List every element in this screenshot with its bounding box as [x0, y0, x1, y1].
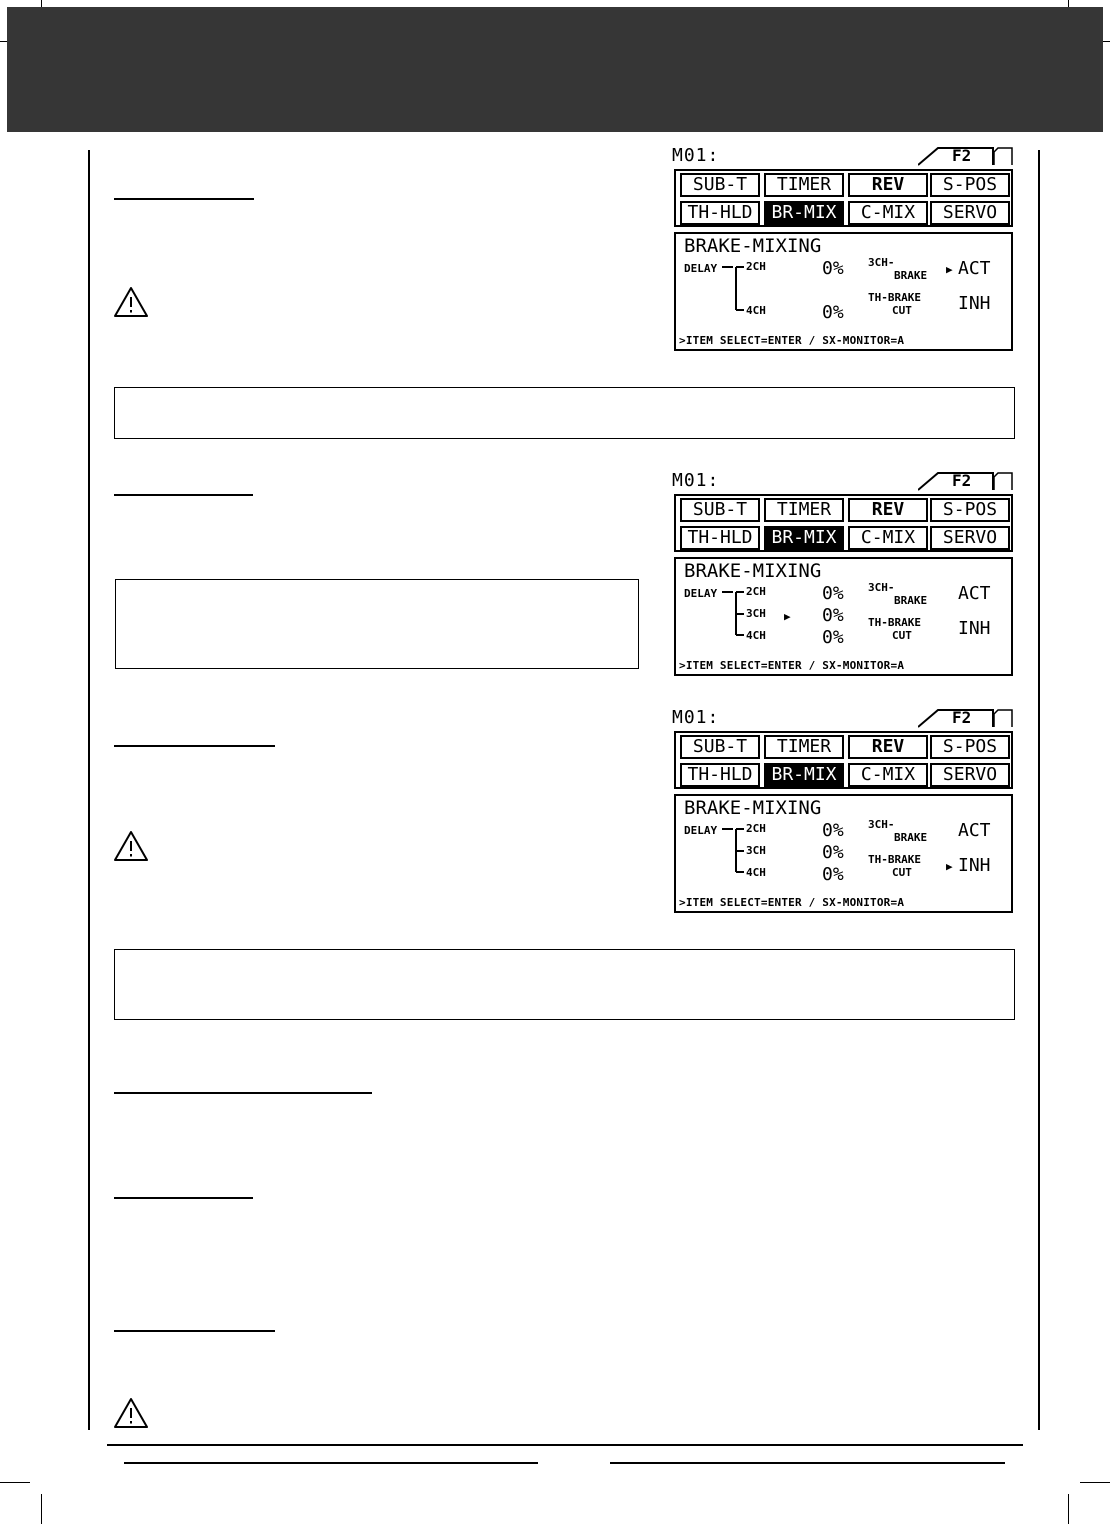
ch4-label: 4CH: [746, 304, 766, 317]
menu-cell[interactable]: TH-HLD: [680, 526, 760, 550]
function-tab-label: F2: [952, 708, 972, 727]
channel-tree-icon: [676, 796, 756, 896]
menu-cell[interactable]: SERVO: [930, 201, 1010, 225]
footer-rule: [107, 1444, 1023, 1446]
panel-title: BRAKE-MIXING: [684, 235, 822, 257]
cursor-arrow-icon: ▶: [946, 860, 953, 873]
menu-cell[interactable]: C-MIX: [848, 201, 928, 225]
lcd-footer-hint: >ITEM SELECT=ENTER / SX-MONITOR=A: [679, 896, 905, 909]
ch4-value[interactable]: 0%: [822, 864, 844, 885]
th-brake-value[interactable]: INH: [958, 618, 991, 639]
menu-cell[interactable]: SUB-T: [680, 173, 760, 197]
channel-tree-icon: [676, 559, 756, 659]
header-band: [7, 7, 1103, 132]
brake-mixing-panel: [674, 794, 1013, 913]
warning-triangle-icon: [113, 830, 149, 862]
th-brake-label: TH-BRAKE: [868, 616, 921, 629]
menu-cell[interactable]: TIMER: [764, 498, 844, 522]
lcd-footer-hint: >ITEM SELECT=ENTER / SX-MONITOR=A: [679, 659, 905, 672]
ch2-label: 2CH: [746, 260, 766, 273]
note-box: [115, 579, 639, 669]
menu-cell[interactable]: SERVO: [930, 763, 1010, 787]
ch3-brake-value[interactable]: ACT: [958, 258, 991, 279]
menu-cell[interactable]: S-POS: [930, 735, 1010, 759]
panel-title: BRAKE-MIXING: [684, 560, 822, 582]
ch3-brake-value[interactable]: ACT: [958, 583, 991, 604]
brake-mixing-panel: [674, 557, 1013, 676]
function-tab[interactable]: [918, 709, 1014, 727]
th-brake-label: CUT: [892, 629, 912, 642]
menu-cell[interactable]: REV: [848, 498, 928, 522]
ch4-label: 4CH: [746, 629, 766, 642]
menu-cell[interactable]: BR-MIX: [764, 201, 844, 225]
section-heading-underline: [114, 1330, 275, 1332]
ch3-brake-label: 3CH-: [868, 256, 895, 269]
footer-rule-left: [124, 1462, 538, 1464]
ch2-value[interactable]: 0%: [822, 820, 844, 841]
function-tab[interactable]: [918, 147, 1014, 165]
warning-triangle-icon: [113, 1397, 149, 1429]
th-brake-label: CUT: [892, 866, 912, 879]
menu-cell[interactable]: TIMER: [764, 735, 844, 759]
lcd-screen: [672, 709, 1015, 914]
note-box: [114, 949, 1015, 1020]
function-tab[interactable]: [918, 472, 1014, 490]
cursor-arrow-icon: ▶: [784, 610, 791, 623]
warning-triangle-icon: [113, 286, 149, 318]
delay-label: DELAY: [684, 587, 718, 600]
ch4-value[interactable]: 0%: [822, 302, 844, 323]
ch3-label: 3CH: [746, 607, 766, 620]
menu-cell[interactable]: BR-MIX: [764, 763, 844, 787]
menu-cell[interactable]: SUB-T: [680, 498, 760, 522]
ch3-brake-value[interactable]: ACT: [958, 820, 991, 841]
ch3-brake-label: BRAKE: [894, 594, 928, 607]
menu-cell[interactable]: C-MIX: [848, 763, 928, 787]
th-brake-value[interactable]: INH: [958, 855, 991, 876]
model-label: M01:: [672, 145, 720, 166]
ch3-brake-label: BRAKE: [894, 831, 928, 844]
ch2-label: 2CH: [746, 822, 766, 835]
ch3-value[interactable]: 0%: [822, 842, 844, 863]
menu-cell[interactable]: TIMER: [764, 173, 844, 197]
ch2-value[interactable]: 0%: [822, 583, 844, 604]
menu-cell[interactable]: TH-HLD: [680, 201, 760, 225]
channel-tree-icon: [676, 234, 756, 334]
ch3-brake-label: 3CH-: [868, 818, 895, 831]
th-brake-label: CUT: [892, 304, 912, 317]
section-heading-underline: [114, 1092, 372, 1094]
section-heading-underline: [114, 745, 275, 747]
th-brake-label: TH-BRAKE: [868, 291, 921, 304]
crop-mark: [0, 1482, 30, 1483]
delay-label: DELAY: [684, 262, 718, 275]
ch2-value[interactable]: 0%: [822, 258, 844, 279]
brake-mixing-panel: [674, 232, 1013, 351]
cursor-arrow-icon: ▶: [946, 263, 953, 276]
right-margin-rule: [1038, 150, 1040, 1430]
lcd-screen: [672, 472, 1015, 677]
ch3-value[interactable]: 0%: [822, 605, 844, 626]
crop-mark: [1068, 1494, 1069, 1524]
menu-cell[interactable]: BR-MIX: [764, 526, 844, 550]
th-brake-value[interactable]: INH: [958, 293, 991, 314]
section-heading-underline: [114, 198, 254, 200]
ch2-label: 2CH: [746, 585, 766, 598]
menu-cell[interactable]: SUB-T: [680, 735, 760, 759]
menu-cell[interactable]: TH-HLD: [680, 763, 760, 787]
menu-cell[interactable]: SERVO: [930, 526, 1010, 550]
left-margin-rule: [88, 150, 90, 1430]
menu-cell[interactable]: S-POS: [930, 173, 1010, 197]
menu-grid: [674, 169, 1013, 227]
panel-title: BRAKE-MIXING: [684, 797, 822, 819]
menu-cell[interactable]: C-MIX: [848, 526, 928, 550]
section-heading-underline: [114, 1197, 253, 1199]
ch4-label: 4CH: [746, 866, 766, 879]
ch3-brake-label: BRAKE: [894, 269, 928, 282]
lcd-screen: [672, 147, 1015, 352]
ch3-label: 3CH: [746, 844, 766, 857]
menu-grid: [674, 494, 1013, 552]
section-heading-underline: [114, 494, 253, 496]
note-box: [114, 387, 1015, 439]
crop-mark: [41, 1494, 42, 1524]
ch4-value[interactable]: 0%: [822, 627, 844, 648]
ch3-brake-label: 3CH-: [868, 581, 895, 594]
function-tab-label: F2: [952, 471, 972, 490]
menu-cell[interactable]: REV: [848, 173, 928, 197]
menu-grid: [674, 731, 1013, 789]
lcd-footer-hint: >ITEM SELECT=ENTER / SX-MONITOR=A: [679, 334, 905, 347]
th-brake-label: TH-BRAKE: [868, 853, 921, 866]
footer-rule-right: [610, 1462, 1005, 1464]
model-label: M01:: [672, 707, 720, 728]
crop-mark: [1080, 1482, 1110, 1483]
menu-cell[interactable]: REV: [848, 735, 928, 759]
function-tab-label: F2: [952, 146, 972, 165]
menu-cell[interactable]: S-POS: [930, 498, 1010, 522]
model-label: M01:: [672, 470, 720, 491]
delay-label: DELAY: [684, 824, 718, 837]
